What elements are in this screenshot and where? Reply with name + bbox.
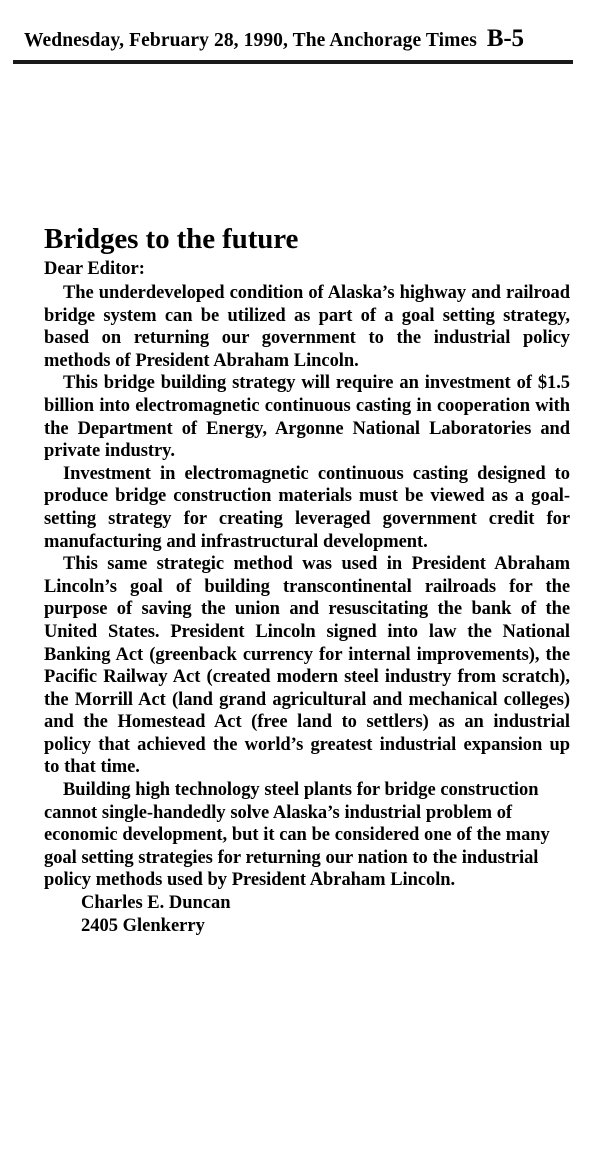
masthead-date-and-publication: Wednesday, February 28, 1990, The Anchorage Times [24,30,477,51]
masthead [0,0,600,64]
letter-to-the-editor-article [44,222,570,937]
page-number-marker: B-5 [486,25,524,52]
article-paragraph: This same strategic method was used in President Abraham Lincoln’s goal of building transcontinental railroads for the purpose of saving the union and resuscitating the bank of the United States. President Lincoln signed into law the National Banking Act (greenback currency for internal improvements), the Pacific Railway Act (created modern steel industry from scratch), the Morrill Act (land grand agricultural and mechanical colleges) and the Homestead Act (free land to settlers) as an industrial policy that achieved the world’s greatest industrial expansion up to that time. [44,554,570,778]
signature-author-name: Charles E. Duncan [81,893,231,914]
article-paragraph: Investment in electromagnetic continuous casting designed to produce bridge construction materials must be viewed as a goal-setting strategy for creating leveraged government credit for manufacturing and infrastructural development. [44,463,570,552]
letter-signature-block [44,892,570,937]
article-paragraph: Building high technology steel plants for bridge construction cannot single-handedly solve Alaska’s industrial problem of economic development, but it can be considered one of the many goal setting strategies for returning our nation to the industrial policy methods used by President Abraham Lincoln. [44,780,550,891]
article-body [44,282,570,892]
masthead-text-line [24,26,576,51]
article-headline: Bridges to the future [44,223,299,255]
letter-salutation: Dear Editor: [44,259,145,279]
masthead-divider-rule [13,60,573,64]
signature-author-address: 2405 Glenkerry [81,915,205,936]
article-paragraph: The underdeveloped condition of Alaska’s highway and railroad bridge system can be utilized as part of a goal setting strategy, based on returning our government to the industrial policy methods of President Abraham Lincoln. [44,283,570,371]
article-paragraph: This bridge building strategy will require an investment of $1.5 billion into electromagnetic continuous casting in cooperation with the Department of Energy, Argonne National Laboratories and private industry. [44,373,570,462]
